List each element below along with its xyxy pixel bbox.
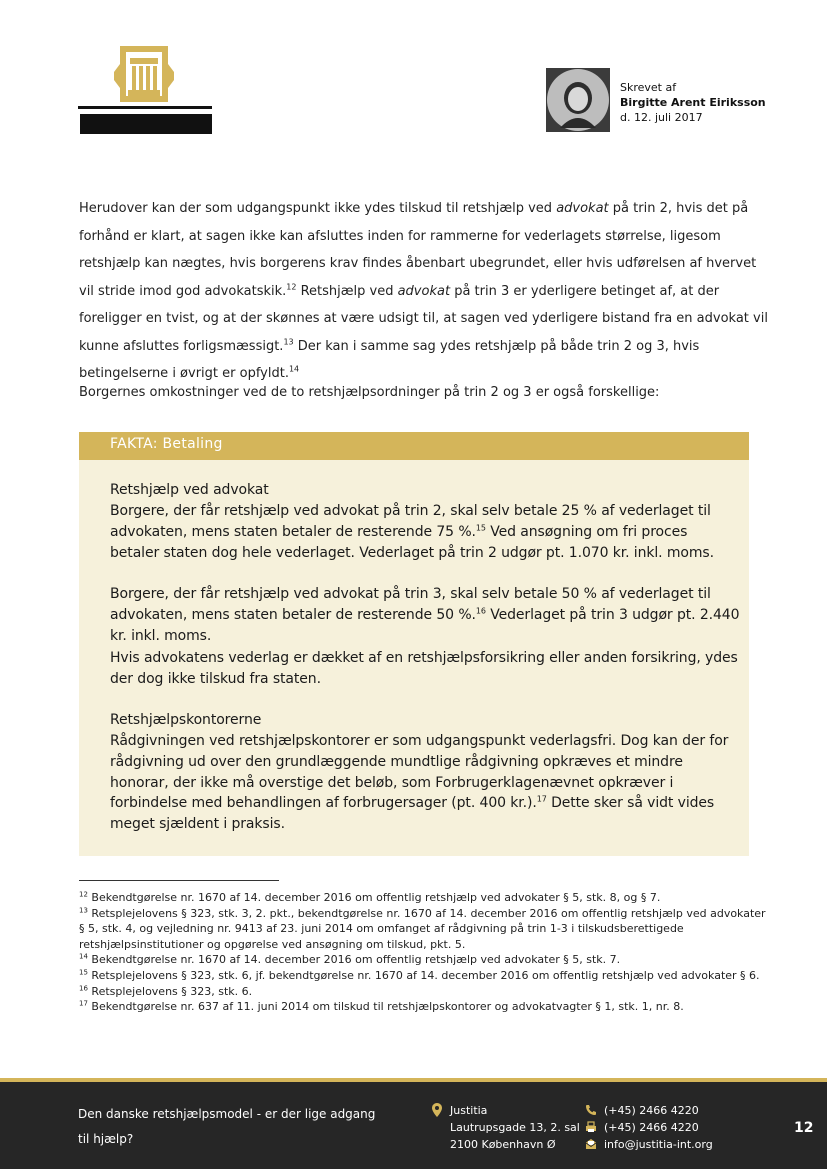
footnote-text: Bekendtgørelse nr. 637 af 11. juni 2014 om tilskud til retshjælpskontorer og advokatvagter § 1, stk. 1, nr. 8. xyxy=(87,1000,684,1014)
emphasis-advokat: advokat xyxy=(397,283,451,299)
footnote-12 xyxy=(79,890,769,906)
text-run: Ved ansøgning om fri proces betaler staten dog hele vederlaget. Vederlaget på trin 2 udgør pt. 1.070 kr. inkl. moms. xyxy=(110,523,714,561)
facts-title: FAKTA: Betaling xyxy=(110,436,223,452)
footnote-number: 14 xyxy=(79,952,88,961)
author-name: Birgitte Arent Eiriksson xyxy=(620,96,766,109)
author-avatar xyxy=(546,68,610,132)
facts-box xyxy=(79,460,749,856)
email-link[interactable]: info@justitia-int.org xyxy=(604,1138,713,1151)
org-name: Justitia xyxy=(450,1104,488,1117)
footnote-13 xyxy=(79,906,769,953)
phone-number[interactable]: (+45) 2466 4220 xyxy=(604,1104,699,1117)
footnote-number: 13 xyxy=(79,905,88,914)
footnote-text: Retsplejelovens § 323, stk. 3, 2. pkt., bekendtgørelse nr. 1670 af 14. december 2016 om offentlig retshjælp ved advokater § 5, stk. 4, og vejledning nr. 9413 af 23. juni 2014 om omfanget af rådgivning på trin 1-3 i tilskudsberettigede retshjælpsinstitutioner og opgørelse ved ansøgning om tilskud, pkt. 5. xyxy=(79,906,766,951)
emphasis-advokat: advokat xyxy=(556,201,609,216)
text-run: Dette sker så vidt vides meget sjældent i praksis. xyxy=(110,795,715,833)
text-run: Der kan i samme sag ydes retshjælp på både trin 2 og 3, hvis betingelserne i øvrigt er opfyldt. xyxy=(79,338,700,381)
footnote-text: Retsplejelovens § 323, stk. 6. xyxy=(87,984,253,998)
footnote-divider xyxy=(79,880,279,881)
fax-number[interactable]: (+45) 2466 4220 xyxy=(604,1121,699,1134)
page-number: 12 xyxy=(794,1120,814,1136)
text-run: Borgere, der får retshjælp ved advokat på trin 2, skal selv betale 25 % af vederlaget til advokaten, mens staten betaler de resterende 75 %. xyxy=(110,503,711,540)
email-icon xyxy=(585,1138,597,1150)
footnote-ref[interactable]: 17 xyxy=(536,794,547,804)
footnote-number: 16 xyxy=(79,983,88,992)
footnote-14 xyxy=(79,952,769,968)
text-run: Borgere, der får retshjælp ved advokat på trin 3, skal selv betale 50 % af vederlaget til advokaten, mens staten betaler de resterende 50 %. xyxy=(110,586,711,623)
footnote-17 xyxy=(79,999,769,1015)
location-pin-icon xyxy=(432,1103,442,1117)
footnote-ref[interactable]: 14 xyxy=(288,364,300,374)
author-prefix: Skrevet af xyxy=(620,81,677,94)
fax-icon xyxy=(585,1121,597,1133)
facts-paragraph-trin3 xyxy=(110,584,740,646)
facts-header xyxy=(79,432,749,460)
footnote-ref[interactable]: 15 xyxy=(475,523,486,533)
body-paragraph-1 xyxy=(79,195,769,388)
footnote-text: Bekendtgørelse nr. 1670 af 14. december 2016 om offentlig retshjælp ved advokater § 5, stk. 7. xyxy=(87,953,621,967)
footnote-number: 17 xyxy=(79,999,88,1008)
footnote-number: 12 xyxy=(79,890,88,899)
text-run: på trin 3 er yderligere betinget af, at der foreligger en tvist, og at der skønnes at være udsigt til, at sagen ved yderligere bistand fra en advokat vil kunne afsluttes forligsmæssigt. xyxy=(79,283,768,354)
text-run: Rådgivningen ved retshjælpskontorer er som udgangspunkt vederlagsfri. Dog kan der for rådgivning ud over den grundlæggende mundtlige rådgivning opkræves et mindre honorar, der ikke må overstige det beløb, som Forbrugerklagenævnet opkræver i forbindelse med behandlingen af forbrugersager (pt. 400 kr.). xyxy=(110,733,729,812)
footer-contact xyxy=(604,1102,713,1153)
footnote-ref[interactable]: 16 xyxy=(475,606,486,616)
footnotes xyxy=(79,890,769,1015)
author-date: d. 12. juli 2017 xyxy=(620,111,703,124)
street-address: Lautrupsgade 13, 2. sal xyxy=(450,1121,580,1134)
city-address: 2100 København Ø xyxy=(450,1138,556,1151)
page-footer xyxy=(0,1082,827,1169)
footnote-number: 15 xyxy=(79,968,88,977)
footnote-ref[interactable]: 13 xyxy=(283,337,294,347)
text-run: Vederlaget på trin 3 udgør pt. 2.440 kr. inkl. moms. xyxy=(110,606,740,644)
facts-paragraph-kontorer xyxy=(110,731,740,835)
text-run: Retshjælp ved xyxy=(296,283,398,299)
justitia-logo xyxy=(78,44,214,140)
footer-address xyxy=(450,1102,580,1153)
footnote-16 xyxy=(79,984,769,1000)
footnote-ref[interactable]: 12 xyxy=(286,282,297,292)
footnote-15 xyxy=(79,968,769,984)
justitia-building-logo-icon xyxy=(78,44,214,140)
footer-tagline: Den danske retshjælpsmodel - er der lige adgang til hjælp? xyxy=(78,1107,376,1146)
author-byline xyxy=(620,80,766,125)
phone-icon xyxy=(585,1104,597,1116)
text-run: på trin 2, hvis det på forhånd er klart, at sagen ikke kan afsluttes inden for rammerne for vederlagets størrelse, ligesom retshjælp kan nægtes, hvis borgerens krav findes åbenbart ubegrundet, eller hvis udførelsen af hvervet vil stride imod god advokatskik. xyxy=(79,201,757,299)
facts-heading-advokat: Retshjælp ved advokat xyxy=(110,482,269,498)
body-paragraph-2: Borgernes omkostninger ved de to retshjælpsordninger på trin 2 og 3 er også forskellige: xyxy=(79,385,660,400)
footnote-text: Retsplejelovens § 323, stk. 6, jf. bekendtgørelse nr. 1670 af 14. december 2016 om offentlig retshjælp ved advokater § 6. xyxy=(87,968,760,982)
footnote-text: Bekendtgørelse nr. 1670 af 14. december 2016 om offentlig retshjælp ved advokater § 5, stk. 8, og § 7. xyxy=(87,891,661,904)
facts-heading-kontorer: Retshjælpskontorerne xyxy=(110,712,262,728)
text-run: Herudover kan der som udgangspunkt ikke ydes tilskud til retshjælp ved xyxy=(79,201,557,216)
facts-paragraph-trin2 xyxy=(110,501,740,563)
facts-paragraph-insurance: Hvis advokatens vederlag er dækket af en retshjælpsforsikring eller anden forsikring, ydes der dog ikke tilskud fra staten. xyxy=(110,650,738,687)
